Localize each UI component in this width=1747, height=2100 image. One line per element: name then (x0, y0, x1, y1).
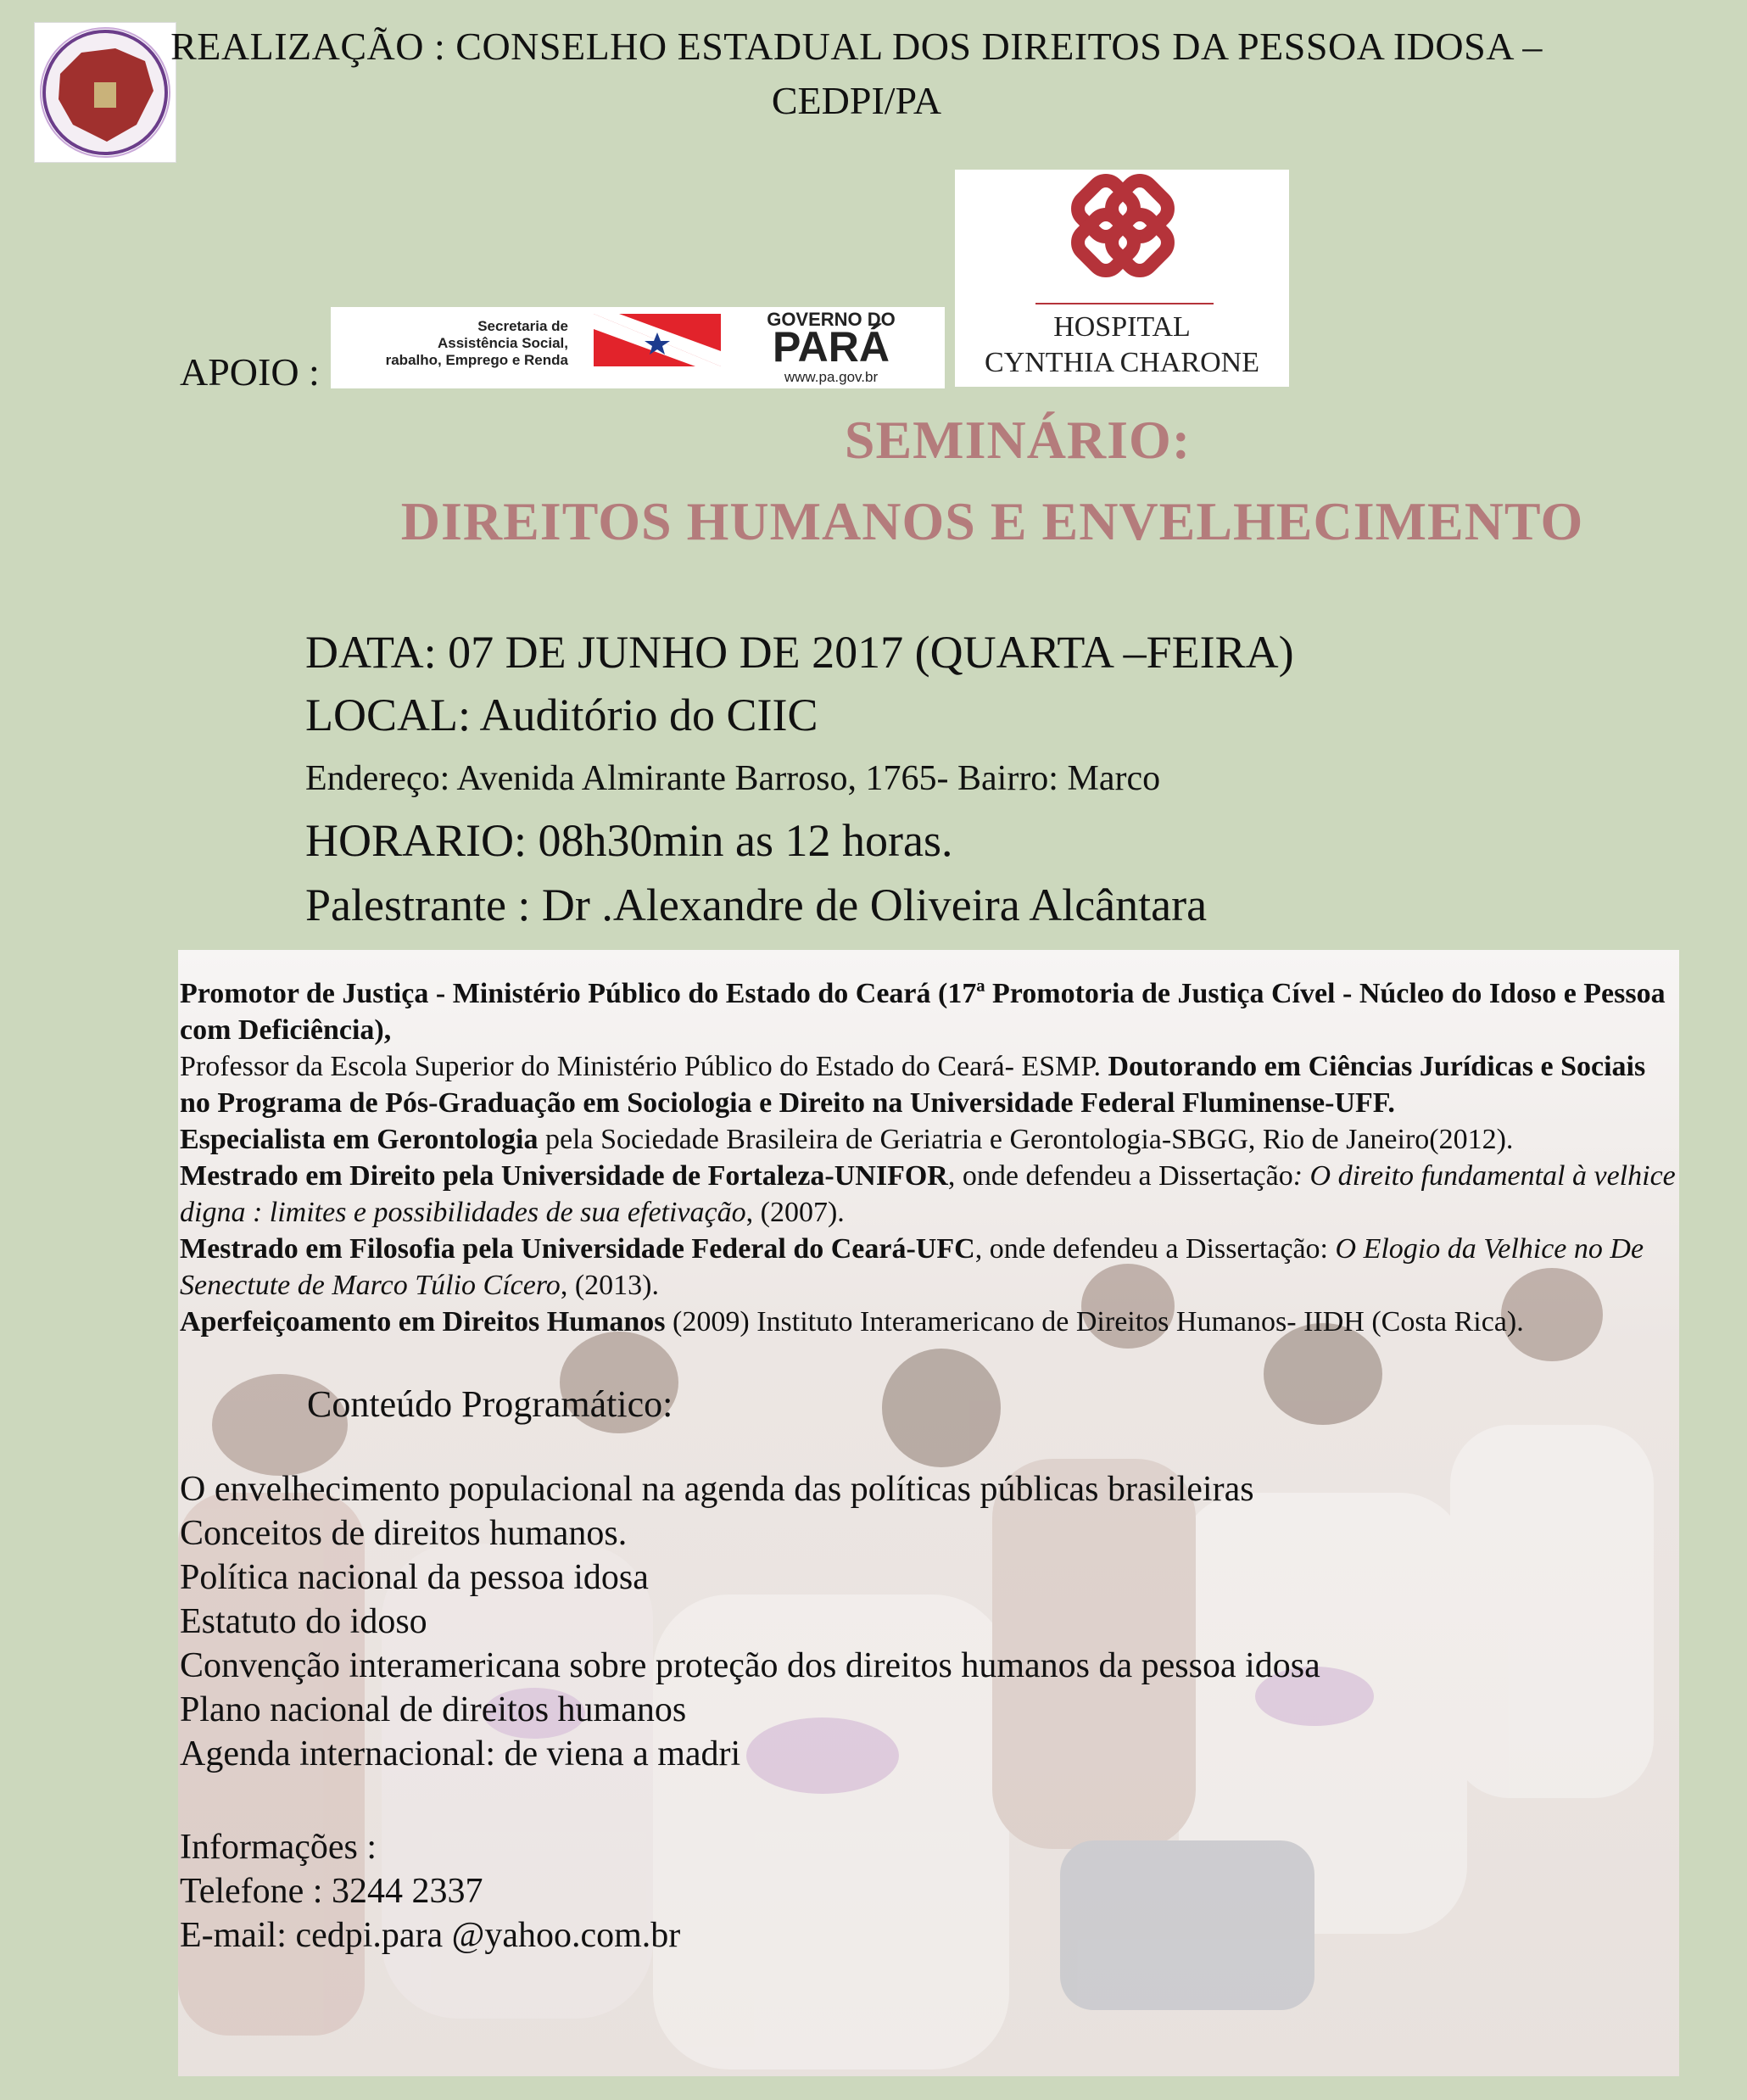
bio-p4-bold: Mestrado em Direito pela Universidade de Fortaleza-UNIFOR (180, 1160, 948, 1192)
program-item: Conceitos de direitos humanos. (180, 1514, 628, 1553)
gov-secretaria-text: Secretaria de (477, 318, 568, 334)
program-list (180, 1467, 1320, 1776)
bio-p2-normal: Professor da Escola Superior do Ministério Público do Estado do Ceará- ESMP. (180, 1051, 1108, 1082)
para-flag-icon (594, 314, 721, 366)
bio-p3-normal: pela Sociedade Brasileira de Geriatria e Gerontologia-SBGG, Rio de Janeiro(2012). (538, 1124, 1514, 1155)
event-location: LOCAL: Auditório do CIIC (305, 690, 818, 740)
speaker-bio (180, 975, 1679, 1340)
gov-site-text: www.pa.gov.br (784, 369, 879, 385)
program-item: O envelhecimento populacional na agenda das políticas públicas brasileiras (180, 1470, 1254, 1509)
contact-email: E-mail: cedpi.para @yahoo.com.br (180, 1916, 681, 1955)
bio-p5-italic: O Elogio da Velhice no De Senectute de Marco Túlio Cícero (180, 1233, 1644, 1301)
bio-paragraph (180, 1158, 1679, 1231)
contact-phone: Telefone : 3244 2337 (180, 1872, 483, 1911)
program-item: Plano nacional de direitos humanos (180, 1690, 687, 1729)
bio-p5-bold: Mestrado em Filosofia pela Universidade Federal do Ceará-UFC (180, 1233, 975, 1265)
program-item: Estatuto do idoso (180, 1602, 427, 1641)
hospital-line2: CYNTHIA CHARONE (985, 347, 1259, 378)
support-label: APOIO : (180, 350, 320, 394)
bio-p6-normal: (2009) Instituto Interamericano de Direitos Humanos- IIDH (Costa Rica). (665, 1306, 1524, 1338)
bio-p3-bold: Especialista em Gerontologia (180, 1124, 539, 1155)
event-time: HORARIO: 08h30min as 12 horas. (305, 815, 953, 866)
bio-p4-normal: , onde defendeu a Dissertação (947, 1160, 1293, 1192)
program-item: Agenda internacional: de viena a madri (180, 1734, 741, 1773)
seminar-title: SEMINÁRIO: (844, 410, 1192, 470)
event-address: Endereço: Avenida Almirante Barroso, 1765- Bairro: Marco (305, 759, 1161, 798)
hospital-logo (955, 170, 1289, 387)
hospital-line1: HOSPITAL (1053, 311, 1191, 343)
hospital-emblem-icon (1072, 175, 1173, 276)
bio-p6-bold: Aperfeiçoamento em Direitos Humanos (180, 1306, 666, 1338)
bio-paragraph (180, 1121, 1679, 1158)
contact-label: Informações : (180, 1828, 377, 1867)
gov-assistencia-text: Assistência Social, (437, 335, 568, 351)
bio-p5-end: , (2013). (560, 1270, 659, 1301)
bio-p1-end: , (383, 1014, 392, 1046)
bio-p5-normal: , onde defendeu a Dissertação: (974, 1233, 1336, 1265)
header-line1: REALIZAÇÃO : CONSELHO ESTADUAL DOS DIREITOS DA PESSOA IDOSA – (170, 25, 1543, 68)
seminar-subtitle: DIREITOS HUMANOS E ENVELHECIMENTO (400, 491, 1584, 551)
bio-paragraph (180, 1048, 1679, 1121)
header-line2: CEDPI/PA (771, 79, 942, 122)
program-title: Conteúdo Programático: (307, 1383, 673, 1425)
bio-p4-end: , (2007). (745, 1197, 845, 1228)
gov-governo-do-text: GOVERNO DO (767, 309, 896, 330)
bio-panel (178, 950, 1679, 2076)
bio-paragraph (180, 1231, 1679, 1304)
program-item: Convenção interamericana sobre proteção dos direitos humanos da pessoa idosa (180, 1646, 1320, 1685)
event-speaker: Palestrante : Dr .Alexandre de Oliveira Alcântara (305, 880, 1208, 930)
event-date: DATA: 07 DE JUNHO DE 2017 (QUARTA –FEIRA) (305, 627, 1294, 678)
gov-para-logo (331, 307, 945, 388)
contact-info (180, 1825, 680, 1958)
gov-trabalho-text: rabalho, Emprego e Renda (385, 352, 568, 368)
program-item: Política nacional da pessoa idosa (180, 1558, 649, 1597)
gov-para-text: PARÁ (773, 323, 890, 371)
bio-paragraph (180, 1304, 1679, 1340)
bio-p4-italic: : O direito fundamental à velhice digna : limites e possibilidades de sua efetivação (180, 1160, 1676, 1228)
bio-p2-bold: Doutorando em Ciências Jurídicas e Sociais no Programa de Pós-Graduação em Sociologia e Direito na Universidade Federal Fluminense-UFF. (180, 1051, 1646, 1119)
bio-p1-bold: Promotor de Justiça - Ministério Público do Estado do Ceará (17ª Promotoria de Justiça Cível - Núcleo do Idoso e Pessoa com Deficiência) (180, 978, 1666, 1046)
bio-paragraph (180, 975, 1679, 1048)
